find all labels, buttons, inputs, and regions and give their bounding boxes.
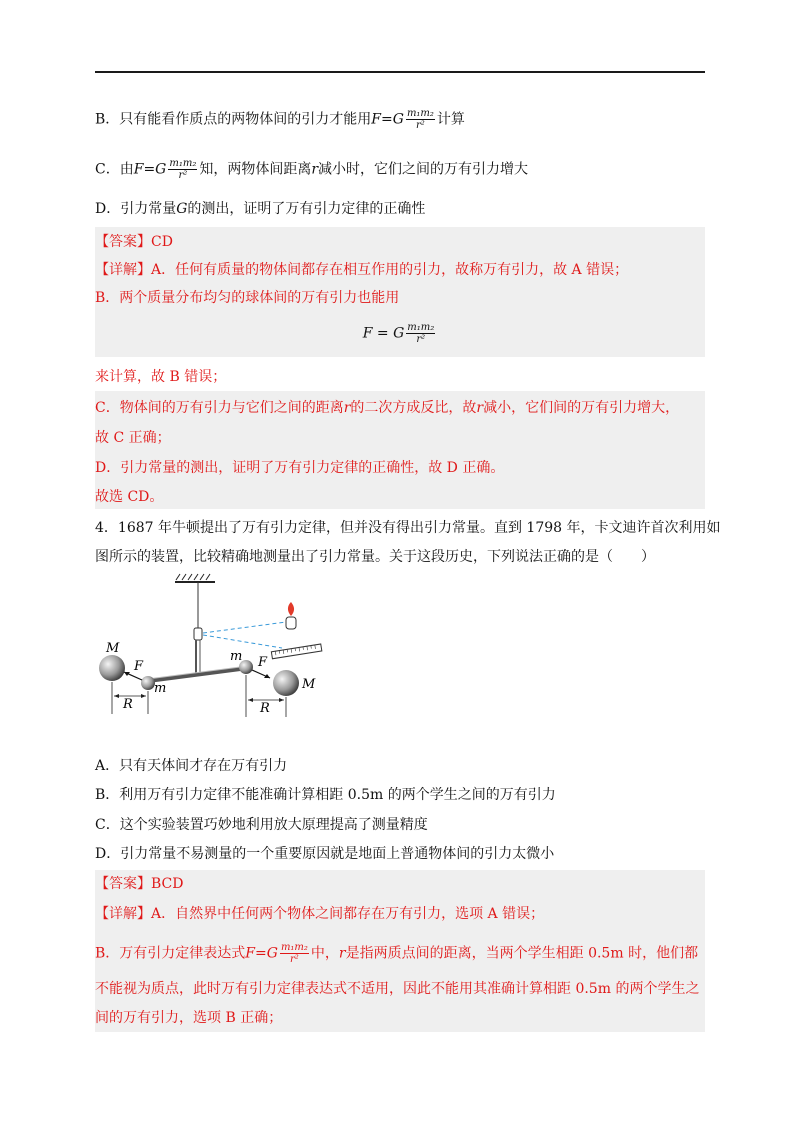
ceiling-hatch (176, 574, 210, 580)
q3-answer: 【答案】CD (95, 234, 173, 250)
large-ball-left (99, 655, 125, 681)
header-rule (95, 71, 705, 73)
q3-explain-d: D．引力常量的测出，证明了万有引力定律的正确性，故 D 正确。 (95, 460, 505, 476)
q4-explain-b2: 不能视为质点，此时万有引力定律表达式不适用，因此不能用其准确计算相距 0.5m 的两个学生之 (95, 981, 700, 997)
q4-explain-b3: 间的万有引力，选项 B 正确； (95, 1010, 283, 1026)
light-ray-reflected (203, 635, 282, 648)
q4-option-b: B．利用万有引力定律不能准确计算相距 0.5m 的两个学生之间的万有引力 (95, 787, 556, 803)
label-M-right: M (302, 677, 316, 692)
label-R-right: R (260, 701, 270, 716)
q4-explain-a: 【详解】A．自然界中任何两个物体之间都存在万有引力，选项 A 错误； (95, 906, 545, 922)
label-M-left: M (106, 641, 120, 656)
q3-option-c: C．由F=G $\frac{\text{m₁m₂}}{\text{r²}}$ 知，两物体间距离r减小时，它们之间的万有引力增大 (95, 158, 529, 181)
q4-option-c: C．这个实验装置巧妙地利用放大原理提高了测量精度 (95, 817, 428, 833)
q3-final: 故选 CD。 (95, 489, 164, 505)
q3-formula-display: F = G $\frac{\text{m₁m₂}}{\text{r²}}$ (362, 322, 435, 345)
q3-explain-c2: 故 C 正确； (95, 430, 171, 446)
q3-explain-a: 【详解】A．任何有质量的物体间都存在相互作用的引力，故称万有引力，故 A 错误； (95, 262, 629, 278)
small-ball-left (141, 676, 155, 690)
label-F-right: F (258, 655, 268, 670)
label-m-left: m (154, 681, 167, 696)
label-m-right: m (230, 649, 243, 664)
q4-answer: 【答案】BCD (95, 876, 184, 892)
mirror (194, 628, 202, 640)
q3-option-d: D．引力常量G的测出，证明了万有引力定律的正确性 (95, 201, 426, 217)
large-ball-right (273, 670, 299, 696)
label-F-left: F (134, 659, 144, 674)
q3-explain-c1: C．物体间的万有引力与它们之间的距离r的二次方成反比，故r减小，它们间的万有引力增大， (95, 400, 680, 416)
q3-option-b: B．只有能看作质点的两物体间的引力才能用F=G $\frac{\text{m₁m₂}}{\text{r²}}$ 计算 (95, 108, 465, 131)
q4-stem-line2: 图所示的装置，比较精确地测量出了引力常量。关于这段历史，下列说法正确的是（ ） (95, 549, 655, 565)
q3-explain-b2: 来计算，故 B 错误； (95, 369, 227, 385)
scale-ruler (271, 644, 321, 659)
lamp-icon (286, 602, 296, 629)
torsion-rod (148, 668, 248, 681)
cavendish-apparatus-figure (90, 572, 350, 732)
q4-stem-line1: 4．1687 年牛顿提出了万有引力定律，但并没有得出引力常量。直到 1798 年，卡文迪许首次利用如 (95, 520, 721, 536)
q4-option-a: A．只有天体间才存在万有引力 (95, 758, 288, 774)
fraction: $\frac{\text{m₁m₂}}{\text{r²}}$ (406, 108, 434, 131)
q3-explain-b1: B．两个质量分布均匀的球体间的万有引力也能用 (95, 290, 400, 306)
q4-explain-b1: B．万有引力定律表达式F=G $\frac{\text{m₁m₂}}{\text{r²}}$ 中，r是指两质点间的距离，当两个学生相距 0.5m 时，他们都 (95, 942, 699, 965)
q4-option-d: D．引力常量不易测量的一个重要原因就是地面上普通物体间的引力太微小 (95, 846, 555, 862)
fraction: $\frac{\text{m₁m₂}}{\text{r²}}$ (169, 158, 197, 181)
light-ray-incident (203, 622, 286, 633)
label-R-left: R (123, 697, 133, 712)
